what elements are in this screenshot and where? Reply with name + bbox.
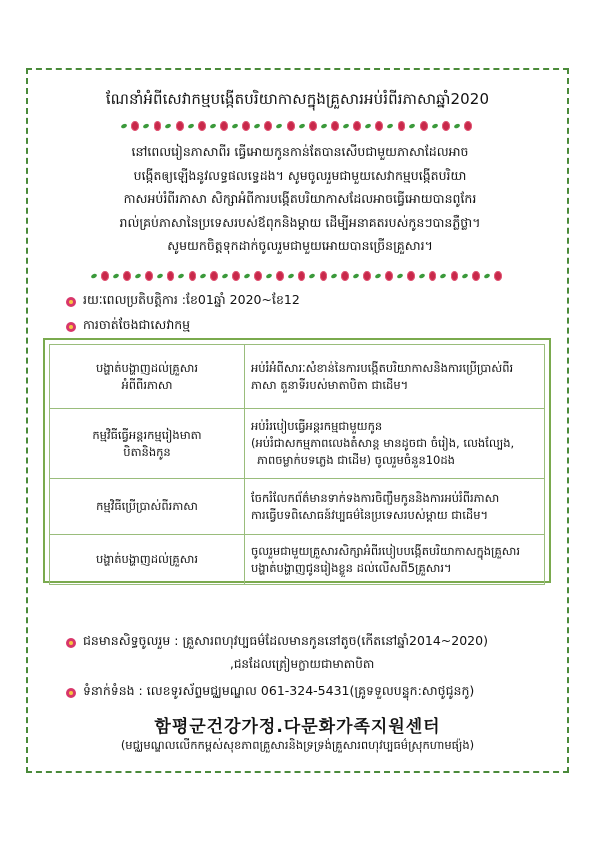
services-table xyxy=(43,338,551,583)
flower-icon xyxy=(242,121,250,131)
cell-line: បង្ហាត់បង្ហាញដល់គ្រួសារ xyxy=(96,360,198,375)
cell-line: (អប់រំជាសកម្មភាពលេងតំសាន្ត មានដូចជា ចំរៀង, លេងល្បែង, xyxy=(251,436,515,450)
flower-garland-icon xyxy=(120,118,475,134)
leaf-icon xyxy=(453,123,460,129)
flower-icon xyxy=(320,271,328,281)
flower-icon xyxy=(131,121,139,131)
leaf-icon xyxy=(440,273,447,279)
flower-icon xyxy=(385,271,393,281)
table-cell-service xyxy=(50,535,245,585)
flower-icon xyxy=(331,121,339,131)
table-cell-description xyxy=(245,345,545,409)
table-cell-service xyxy=(50,409,245,479)
leaf-icon xyxy=(409,123,416,129)
flower-icon xyxy=(101,271,109,281)
leaf-icon xyxy=(254,123,261,129)
flower-icon xyxy=(298,271,306,281)
flower-bullet-icon xyxy=(66,297,76,307)
flower-icon xyxy=(123,271,131,281)
table-row xyxy=(50,479,545,535)
leaf-icon xyxy=(418,273,425,279)
intro-line: សូមយកចិត្តទុកដាក់ចូលរួមជាមួយអោយបានច្រើនគ្រួសារ។ xyxy=(167,238,433,253)
intro-line: នៅពេលរៀនភាសាពីរ ធ្វើអោយកូនកាន់តែបានសើបជាមួយភាសាដែលអាច xyxy=(131,144,469,159)
flower-bullet-icon xyxy=(66,638,76,648)
flower-icon xyxy=(220,121,228,131)
flower-bullet-icon xyxy=(66,688,76,698)
cell-line: ភាសា តួនាទីរបស់មាតាបិតា ជាដើម។ xyxy=(251,377,409,392)
flower-icon xyxy=(353,121,361,131)
flower-icon xyxy=(442,121,450,131)
eligibility-text: ជនមានសិទ្ធចូលរួម : គ្រួសារពហុវប្បធម៌ដែលមានកូននៅតូច(កើតនៅឆ្នាំ2014~2020) xyxy=(83,633,488,648)
cell-line: បង្ហាត់បង្ហាញជូនរៀងខ្លួន ដល់លើសពី5គ្រួសារ។ xyxy=(251,560,452,575)
eligibility-text-continued: ,ជនដែលត្រៀមក្លាយជាមាតាបិតា xyxy=(230,657,375,671)
leaf-icon xyxy=(396,273,403,279)
flower-icon xyxy=(363,271,371,281)
cell-line: ចែករំលែកព័ត៌មានទាក់ទងការចិញ្ចឹមកូននិងការអប់រំពីរភាសា xyxy=(251,490,500,505)
flower-icon xyxy=(464,121,472,131)
eligibility-item xyxy=(66,633,488,652)
leaf-icon xyxy=(143,123,150,129)
leaf-icon xyxy=(187,123,194,129)
leaf-icon xyxy=(365,123,372,129)
center-name: 함평군건강가정.다문화가족지원센터 xyxy=(154,717,441,737)
flower-icon xyxy=(341,271,349,281)
flower-icon xyxy=(451,271,459,281)
cell-line: ការធ្វើបទពិសោធន៍វប្បធម៌នៃប្រទេសរបស់ម្តាយ ជាដើម។ xyxy=(251,507,489,522)
flower-icon xyxy=(375,121,383,131)
cell-line: បិតានិងកូន xyxy=(123,444,171,459)
flower-icon xyxy=(232,271,240,281)
cell-line: ចូលរួមជាមួយគ្រួសារសិក្សាអំពីរបៀបបង្កើតបរិយាកាសក្នុងគ្រួសារ xyxy=(251,543,521,558)
cell-line: អប់រំអំពីសារៈសំខាន់នៃការបង្កើតបរិយាកាសនិងការប្រើប្រាស់ពីរ xyxy=(251,360,514,375)
flower-icon xyxy=(287,121,295,131)
flower-icon xyxy=(254,271,262,281)
cell-line: អំពីពីរភាសា xyxy=(121,377,173,392)
table-cell-service xyxy=(50,345,245,409)
flower-bullet-icon xyxy=(66,322,76,332)
leaf-icon xyxy=(178,273,185,279)
leaf-icon xyxy=(353,273,360,279)
flower-icon xyxy=(309,121,317,131)
services-heading-item xyxy=(66,317,190,336)
table-cell-description xyxy=(245,479,545,535)
period-item xyxy=(66,292,300,311)
center-name-translation: (មជ្ឈមណ្ឌលលើកកម្ពស់សុខភាពគ្រួសារនិងទ្រទ្រង់គ្រួសារពហុវប្បធម៌ស្រុកហាមផ្យ៉ង) xyxy=(120,738,475,752)
cell-line: បង្ហាត់បង្ហាញដល់គ្រួសារ xyxy=(96,552,198,566)
table-row xyxy=(50,409,545,479)
flower-icon xyxy=(398,121,406,131)
cell-line: កម្មវិធីធ្វើអន្តរកម្មរៀងមាតា xyxy=(92,427,202,442)
flower-icon xyxy=(210,271,218,281)
leaf-icon xyxy=(374,273,381,279)
leaf-icon xyxy=(231,123,238,129)
cell-line: ភាពចម្លាក់បទភ្លេង ជាដើម) ចូលរួមចំនួន10ដង xyxy=(257,453,455,467)
leaf-icon xyxy=(243,273,250,279)
leaf-icon xyxy=(156,273,163,279)
leaf-icon xyxy=(387,123,394,129)
leaf-icon xyxy=(309,273,316,279)
table-row xyxy=(50,345,545,409)
flower-icon xyxy=(420,121,428,131)
flower-garland-icon xyxy=(90,268,505,284)
flower-icon xyxy=(154,121,162,131)
leaf-icon xyxy=(484,273,491,279)
leaf-icon xyxy=(320,123,327,129)
leaf-icon xyxy=(431,123,438,129)
leaf-icon xyxy=(331,273,338,279)
table-cell-description xyxy=(245,535,545,585)
leaf-icon xyxy=(462,273,469,279)
services-heading: ការចាត់ចែងជាសេវាកម្ម xyxy=(83,317,191,332)
flower-icon xyxy=(189,271,197,281)
leaf-icon xyxy=(265,273,272,279)
flower-icon xyxy=(494,271,502,281)
flower-icon xyxy=(429,271,437,281)
flower-icon xyxy=(167,271,175,281)
table-cell-service xyxy=(50,479,245,535)
intro-line: រាល់គ្រប់ភាសានៃប្រទេសរបស់ឪពុកនិងម្តាយ ដើម្បីអនាគតរបស់កូនៗបានភ្លឺថ្លា។ xyxy=(119,214,481,230)
leaf-icon xyxy=(342,123,349,129)
table-cell-description xyxy=(245,409,545,479)
leaf-icon xyxy=(120,123,127,129)
flower-icon xyxy=(407,271,415,281)
leaf-icon xyxy=(165,123,172,129)
flower-icon xyxy=(145,271,153,281)
flower-icon xyxy=(472,271,480,281)
intro-line: កាសអប់រំពីរភាសា សិក្សាអំពីការបង្កើតបរិយាកាសដែលអាចធ្វើអោយបានពូកែរ xyxy=(123,191,477,206)
leaf-icon xyxy=(112,273,119,279)
intro-line: បង្កើតឲ្យឡើងនូវលទ្ធផលទ្វេដង។ សូមចូលរួមជាមួយសេវាកម្មបង្កើតបរិយា xyxy=(133,167,467,183)
leaf-icon xyxy=(134,273,141,279)
flower-icon xyxy=(198,121,206,131)
leaf-icon xyxy=(287,273,294,279)
flower-icon xyxy=(264,121,272,131)
flower-icon xyxy=(276,271,284,281)
leaf-icon xyxy=(221,273,228,279)
page-title: ណែនាំអំពីសេវាកម្មបង្កើតបរិយាកាសក្នុងគ្រួសារអប់រំពីរភាសាឆ្នាំ2020 xyxy=(105,90,490,108)
leaf-icon xyxy=(200,273,207,279)
intro-paragraph xyxy=(70,140,530,258)
contact-text: ទំនាក់ទំនង : លេខទូរស័ព្ទមជ្ឈមណ្ឌល 061-324-5431(គ្រូទទួលបន្ទុក:សាថូជូនកូ) xyxy=(83,683,475,698)
table-row xyxy=(50,535,545,585)
leaf-icon xyxy=(298,123,305,129)
cell-line: កម្មវិធីប្រើប្រាស់ពីរភាសា xyxy=(96,499,198,513)
flower-icon xyxy=(176,121,184,131)
leaf-icon xyxy=(90,273,97,279)
period-text: រយៈពេលប្រតិបត្តិការ :ខែ01ឆ្នាំ 2020~ខែ12 xyxy=(83,292,300,307)
leaf-icon xyxy=(276,123,283,129)
leaf-icon xyxy=(209,123,216,129)
cell-line: អប់រំរបៀបធ្វើអន្តរកម្មជាមួយកូន xyxy=(251,419,383,433)
contact-item xyxy=(66,683,474,702)
